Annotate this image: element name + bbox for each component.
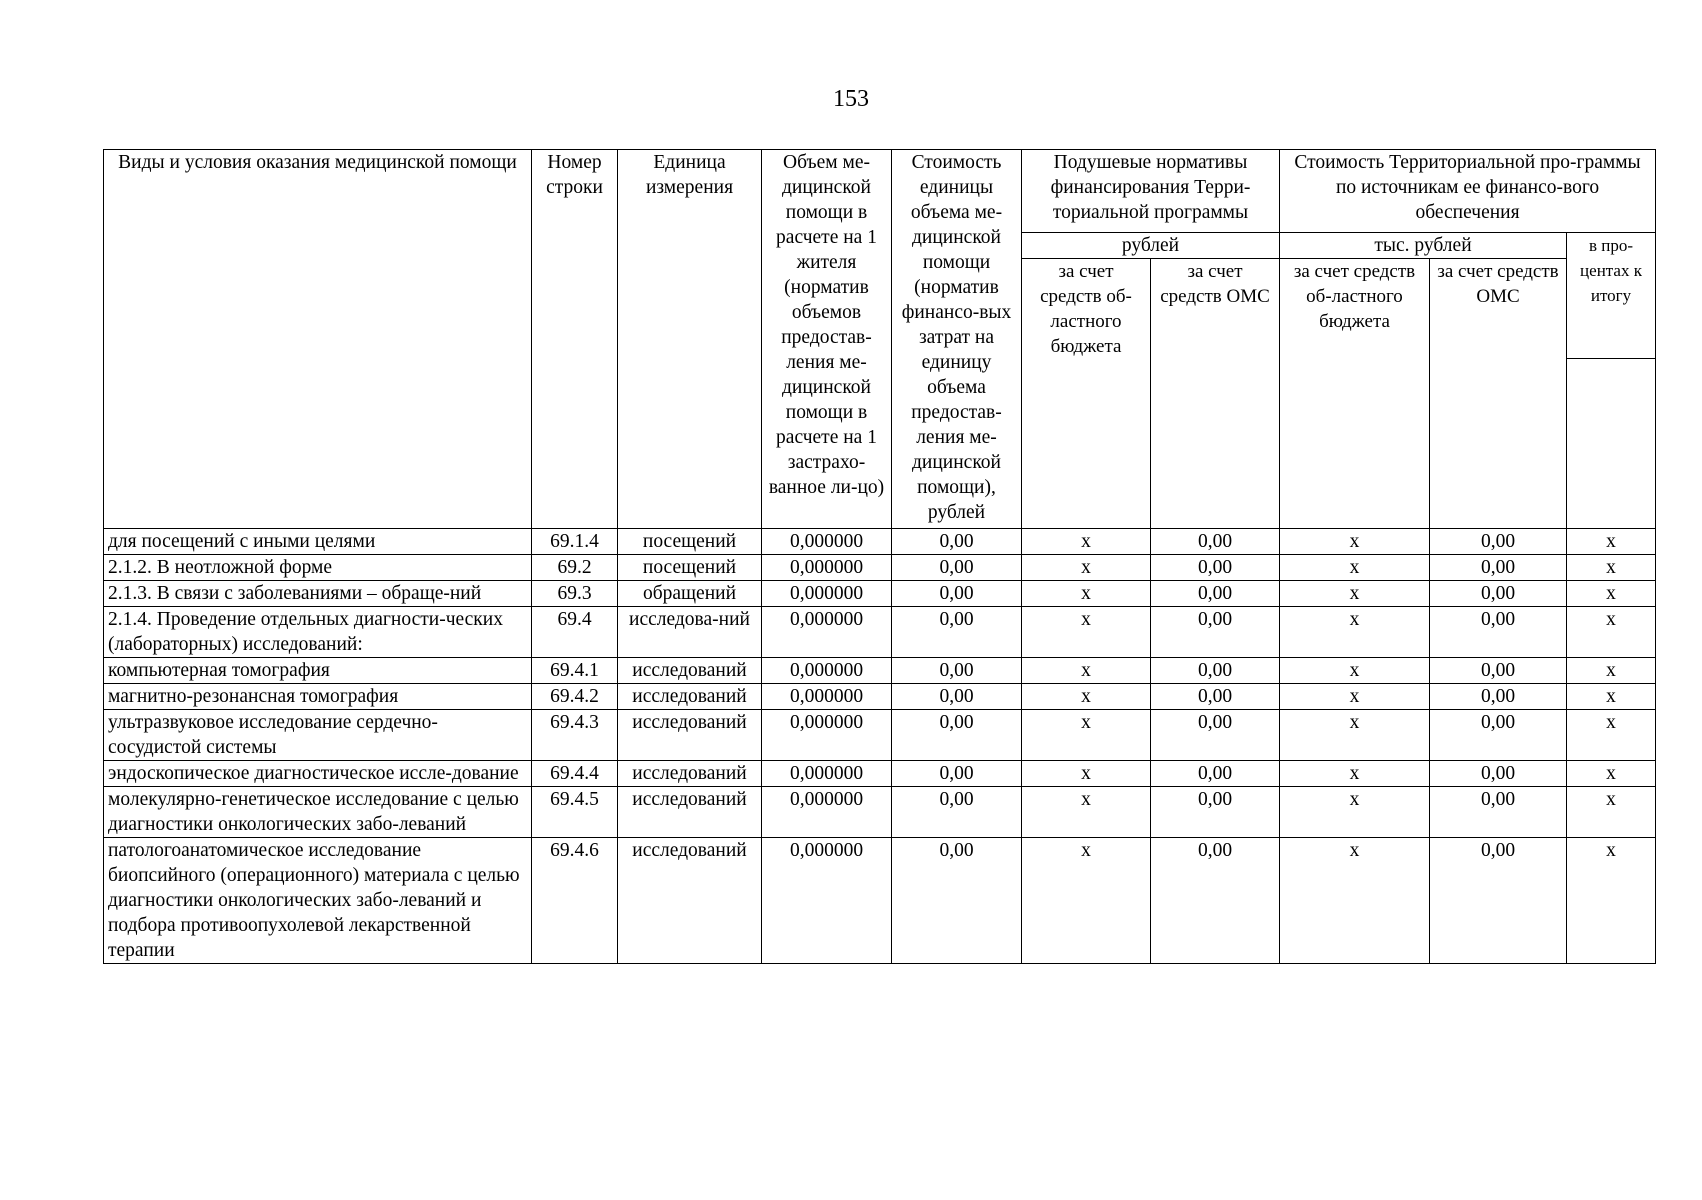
row-program-budget: х [1280, 529, 1430, 555]
row-unit: обращений [618, 581, 762, 607]
row-volume: 0,000000 [762, 607, 892, 658]
header-regional-budget: за счет средств об-ластного бюджета [1022, 259, 1151, 529]
row-per-capita-oms: 0,00 [1151, 529, 1280, 555]
header-unit: Единица измерения [618, 150, 762, 529]
row-cost: 0,00 [892, 838, 1022, 964]
table-body [104, 529, 1656, 964]
row-percent: х [1567, 529, 1656, 555]
row-cost: 0,00 [892, 710, 1022, 761]
row-program-oms: 0,00 [1430, 838, 1567, 964]
row-name: 2.1.3. В связи с заболеваниями – обраще-ний [104, 581, 532, 607]
row-number: 69.4.2 [532, 684, 618, 710]
row-volume: 0,000000 [762, 658, 892, 684]
row-volume: 0,000000 [762, 787, 892, 838]
row-program-budget: х [1280, 684, 1430, 710]
row-percent: х [1567, 761, 1656, 787]
row-name: компьютерная томография [104, 658, 532, 684]
row-program-oms: 0,00 [1430, 555, 1567, 581]
row-cost: 0,00 [892, 684, 1022, 710]
row-percent: х [1567, 838, 1656, 964]
row-percent: х [1567, 607, 1656, 658]
row-program-oms: 0,00 [1430, 658, 1567, 684]
row-number: 69.4.6 [532, 838, 618, 964]
header-percent: в про-центах к итогу [1567, 233, 1656, 359]
row-program-budget: х [1280, 710, 1430, 761]
row-program-oms: 0,00 [1430, 581, 1567, 607]
row-per-capita-budget: х [1022, 787, 1151, 838]
row-name: молекулярно-генетическое исследование с целью диагностики онкологических забо-леваний [104, 787, 532, 838]
table-row [104, 529, 1656, 555]
row-cost: 0,00 [892, 529, 1022, 555]
row-per-capita-budget: х [1022, 581, 1151, 607]
row-per-capita-oms: 0,00 [1151, 761, 1280, 787]
row-name: ультразвуковое исследование сердечно-сосудистой системы [104, 710, 532, 761]
row-number: 69.4.4 [532, 761, 618, 787]
financing-table [103, 149, 1656, 964]
row-cost: 0,00 [892, 607, 1022, 658]
row-per-capita-oms: 0,00 [1151, 787, 1280, 838]
header-per-capita-unit: рублей [1022, 233, 1280, 259]
row-per-capita-oms: 0,00 [1151, 838, 1280, 964]
row-cost: 0,00 [892, 787, 1022, 838]
row-unit: исследований [618, 658, 762, 684]
row-volume: 0,000000 [762, 529, 892, 555]
row-unit: исследова-ний [618, 607, 762, 658]
table-row [104, 838, 1656, 964]
table-row [104, 761, 1656, 787]
row-name: магнитно-резонансная томография [104, 684, 532, 710]
page-number: 153 [833, 86, 869, 112]
row-program-budget: х [1280, 607, 1430, 658]
row-percent: х [1567, 787, 1656, 838]
row-volume: 0,000000 [762, 761, 892, 787]
row-name: патологоанатомическое исследование биопсийного (операционного) материала с целью диагностики онкологических забо-леваний и подбора противоопухолевой лекарственной терапии [104, 838, 532, 964]
header-row-1 [104, 150, 1656, 233]
header-volume: Объем ме-дицинской помощи в расчете на 1 жителя (норматив объемов предостав-ления ме-дицинской помощи в расчете на 1 застрахо-ванное ли-цо) [762, 150, 892, 529]
table-row [104, 710, 1656, 761]
table-row [104, 555, 1656, 581]
row-percent: х [1567, 555, 1656, 581]
table-row [104, 658, 1656, 684]
header-regional-budget-2: за счет средств об-ластного бюджета [1280, 259, 1430, 529]
row-unit: посещений [618, 555, 762, 581]
row-program-oms: 0,00 [1430, 787, 1567, 838]
row-volume: 0,000000 [762, 710, 892, 761]
header-program-cost: Стоимость Территориальной про-граммы по источникам ее финансо-вого обеспечения [1280, 150, 1656, 233]
row-per-capita-oms: 0,00 [1151, 581, 1280, 607]
row-unit: исследований [618, 761, 762, 787]
header-percent-spacer [1567, 359, 1656, 529]
row-number: 69.3 [532, 581, 618, 607]
row-unit: исследований [618, 684, 762, 710]
row-per-capita-budget: х [1022, 607, 1151, 658]
table-row [104, 684, 1656, 710]
row-program-budget: х [1280, 658, 1430, 684]
row-name: 2.1.2. В неотложной форме [104, 555, 532, 581]
table-row [104, 787, 1656, 838]
row-program-budget: х [1280, 838, 1430, 964]
row-number: 69.4.3 [532, 710, 618, 761]
row-unit: исследований [618, 838, 762, 964]
row-cost: 0,00 [892, 581, 1022, 607]
row-volume: 0,000000 [762, 555, 892, 581]
row-number: 69.1.4 [532, 529, 618, 555]
row-per-capita-oms: 0,00 [1151, 710, 1280, 761]
row-name: 2.1.4. Проведение отдельных диагности-ческих (лабораторных) исследований: [104, 607, 532, 658]
row-per-capita-budget: х [1022, 529, 1151, 555]
row-per-capita-budget: х [1022, 658, 1151, 684]
row-percent: х [1567, 710, 1656, 761]
row-cost: 0,00 [892, 555, 1022, 581]
row-volume: 0,000000 [762, 838, 892, 964]
row-per-capita-budget: х [1022, 838, 1151, 964]
header-program-cost-unit: тыс. рублей [1280, 233, 1567, 259]
row-program-oms: 0,00 [1430, 607, 1567, 658]
row-per-capita-budget: х [1022, 684, 1151, 710]
row-number: 69.4.1 [532, 658, 618, 684]
header-per-capita: Подушевые нормативы финансирования Терри-ториальной программы [1022, 150, 1280, 233]
header-oms-2: за счет средств ОМС [1430, 259, 1567, 529]
row-program-oms: 0,00 [1430, 710, 1567, 761]
row-program-budget: х [1280, 555, 1430, 581]
row-volume: 0,000000 [762, 684, 892, 710]
row-name: для посещений с иными целями [104, 529, 532, 555]
row-per-capita-budget: х [1022, 761, 1151, 787]
row-cost: 0,00 [892, 761, 1022, 787]
row-number: 69.4.5 [532, 787, 618, 838]
row-per-capita-oms: 0,00 [1151, 555, 1280, 581]
row-per-capita-oms: 0,00 [1151, 607, 1280, 658]
table-row [104, 581, 1656, 607]
row-program-oms: 0,00 [1430, 761, 1567, 787]
header-row-number: Номер строки [532, 150, 618, 529]
header-types: Виды и условия оказания медицинской помощи [104, 150, 532, 529]
row-program-oms: 0,00 [1430, 529, 1567, 555]
row-unit: посещений [618, 529, 762, 555]
header-oms: за счет средств ОМС [1151, 259, 1280, 529]
row-number: 69.2 [532, 555, 618, 581]
row-unit: исследований [618, 787, 762, 838]
row-number: 69.4 [532, 607, 618, 658]
row-unit: исследований [618, 710, 762, 761]
row-program-budget: х [1280, 581, 1430, 607]
row-percent: х [1567, 581, 1656, 607]
row-program-budget: х [1280, 761, 1430, 787]
row-per-capita-oms: 0,00 [1151, 684, 1280, 710]
row-per-capita-budget: х [1022, 710, 1151, 761]
row-percent: х [1567, 658, 1656, 684]
row-percent: х [1567, 684, 1656, 710]
table-row [104, 607, 1656, 658]
row-program-budget: х [1280, 787, 1430, 838]
header-cost: Стоимость единицы объема ме-дицинской помощи (норматив финансо-вых затрат на единицу объема предостав-ления ме-дицинской помощи), рублей [892, 150, 1022, 529]
row-cost: 0,00 [892, 658, 1022, 684]
row-per-capita-budget: х [1022, 555, 1151, 581]
row-program-oms: 0,00 [1430, 684, 1567, 710]
row-name: эндоскопическое диагностическое иссле-дование [104, 761, 532, 787]
row-per-capita-oms: 0,00 [1151, 658, 1280, 684]
row-volume: 0,000000 [762, 581, 892, 607]
